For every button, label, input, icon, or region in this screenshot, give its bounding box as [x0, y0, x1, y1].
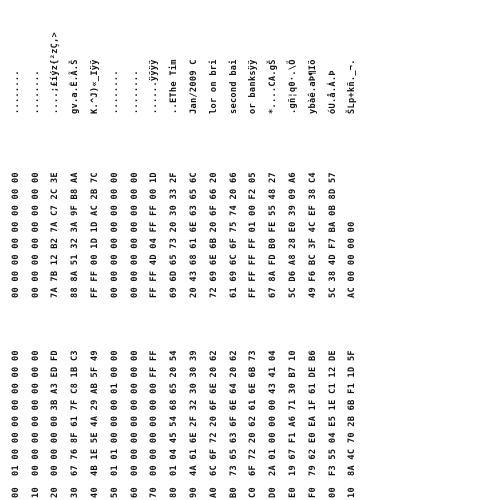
offset-cell: 10 [30, 487, 41, 498]
hex-row[interactable] [85, 2, 105, 498]
hex-bytes-group-a: 00 00 00 00 00 00 00 00 [30, 350, 41, 476]
hex-bytes-group-a: 01 04 45 54 68 65 20 54 [169, 350, 180, 476]
hex-bytes-group-a: 01 01 00 00 00 01 00 00 [109, 350, 120, 476]
offset-cell: C0 [248, 487, 259, 498]
hex-bytes-group-a: F3 55 04 E5 1E C1 12 DE [327, 350, 338, 476]
hex-row[interactable] [46, 2, 66, 498]
hex-bytes-group-a: 01 00 00 00 00 00 00 00 [10, 350, 21, 476]
ascii-preview: Jan/2009 C [189, 59, 200, 114]
offset-cell: 80 [169, 487, 180, 498]
hex-bytes-group-b: 00 00 00 00 00 00 00 00 [109, 172, 120, 298]
ascii-preview: ....;£íýz{²zÇ,> [50, 31, 61, 114]
ascii-preview: ........ [129, 70, 140, 114]
offset-cell: B0 [228, 487, 239, 498]
hex-bytes-group-b: 5C D6 A8 28 E0 39 09 A6 [288, 172, 299, 298]
offset-cell: A0 [208, 487, 219, 498]
hex-row[interactable] [105, 2, 125, 498]
hex-bytes-group-b: 61 69 6C 6F 75 74 20 66 [228, 172, 239, 298]
hex-bytes-group-b: 67 8A FD B0 FE 55 48 27 [268, 172, 279, 298]
hex-row[interactable] [164, 2, 184, 498]
hex-bytes-group-b: 00 00 00 00 00 00 00 00 [10, 172, 21, 298]
hex-bytes-group-b: 00 00 00 00 00 00 00 00 [129, 172, 140, 298]
offset-cell: F0 [307, 487, 318, 498]
hex-bytes-group-b: 69 6D 65 73 20 30 33 2F [169, 172, 180, 298]
hex-bytes-group-b: 88 8A 51 32 3A 9F B8 AA [70, 172, 81, 298]
hex-bytes-group-b: 20 43 68 61 6E 63 65 6C [189, 172, 200, 298]
offset-cell: 90 [189, 487, 200, 498]
hex-row[interactable] [224, 2, 244, 498]
ascii-preview: óU.å.Á.Þ [327, 70, 338, 114]
hex-row[interactable] [26, 2, 46, 498]
hex-bytes-group-a: 00 00 00 00 00 00 FF FF [149, 350, 160, 476]
hex-bytes-group-b: FF FF 4D 04 FF FF 00 1D [149, 172, 160, 298]
hex-row[interactable] [204, 2, 224, 498]
hex-bytes-group-a: 8A 4C 70 2B 6B F1 1D 5F [347, 350, 358, 476]
hex-row[interactable] [244, 2, 264, 498]
offset-cell: 60 [129, 487, 140, 498]
hex-bytes-group-b: 7A 7B 12 B2 7A C7 2C 3E [50, 172, 61, 298]
ascii-preview: second bai [228, 59, 239, 114]
hex-bytes-group-a: 2A 01 00 00 00 43 41 04 [268, 350, 279, 476]
hex-bytes-group-b: FF FF 00 1D 1D AC 2B 7C [90, 172, 101, 298]
ascii-preview: lor on bri [208, 59, 219, 114]
hex-bytes-group-a: 73 65 63 6F 6E 64 20 62 [228, 350, 239, 476]
offset-cell: 70 [149, 487, 160, 498]
ascii-preview: ........ [109, 70, 120, 114]
offset-cell: E0 [288, 487, 299, 498]
hex-bytes-group-b: 00 00 00 00 00 00 00 00 [30, 172, 41, 298]
hex-bytes-group-b: FF FF FF FF 01 00 F2 05 [248, 172, 259, 298]
hex-row[interactable] [145, 2, 165, 498]
offset-cell: 30 [70, 487, 81, 498]
hex-bytes-group-a: 19 67 F1 A6 71 30 B7 10 [288, 350, 299, 476]
hex-row[interactable] [283, 2, 303, 498]
ascii-preview: gv.a.È.Ã.Š [70, 59, 81, 114]
offset-cell: 00 [327, 487, 338, 498]
hex-row[interactable] [343, 2, 363, 498]
hex-row[interactable] [323, 2, 343, 498]
hex-row[interactable] [65, 2, 85, 498]
hex-row[interactable] [303, 2, 323, 498]
ascii-preview: *....CA.gŠ [268, 59, 279, 114]
hex-bytes-group-a: 6F 72 20 62 61 6E 6B 73 [248, 350, 259, 476]
hex-bytes-group-a: 67 76 8F 61 7F C8 1B C3 [70, 350, 81, 476]
hex-bytes-group-b: 49 F6 BC 3F 4C EF 38 C4 [307, 172, 318, 298]
hex-row[interactable] [263, 2, 283, 498]
ascii-preview: or banksÿÿ [248, 59, 259, 114]
hex-bytes-group-b: 72 69 6E 6B 20 6F 66 20 [208, 172, 219, 298]
hex-dump-table [6, 2, 362, 498]
offset-cell: 00 [10, 487, 21, 498]
ascii-preview: ......ÿÿÿÿ [149, 59, 160, 114]
hex-bytes-group-a: 00 00 00 00 00 00 00 00 [129, 350, 140, 476]
hex-bytes-group-b: 5C 38 4D F7 BA 0B 8D 57 [327, 172, 338, 298]
hex-bytes-group-a: 6C 6F 72 20 6F 6E 20 62 [208, 350, 219, 476]
hex-bytes-group-a: 4A 61 6E 2F 32 30 30 39 [189, 350, 200, 476]
hex-bytes-group-b: AC 00 00 00 00 [347, 221, 358, 298]
offset-cell: 50 [109, 487, 120, 498]
offset-cell: 10 [347, 487, 358, 498]
hex-row[interactable] [125, 2, 145, 498]
ascii-preview: ........ [10, 70, 21, 114]
ascii-preview: .gñ¦q0·.\Ö [288, 59, 299, 114]
hex-bytes-group-a: 79 62 E0 EA 1F 61 DE B6 [307, 350, 318, 476]
hex-bytes-group-a: 00 00 00 00 3B A3 ED FD [50, 350, 61, 476]
offset-cell: 20 [50, 487, 61, 498]
ascii-preview: ŠLp+kñ._¬. [347, 59, 358, 114]
offset-cell: 40 [90, 487, 101, 498]
hex-row[interactable] [6, 2, 26, 498]
offset-cell: D0 [268, 487, 279, 498]
hex-bytes-group-a: 4B 1E 5E 4A 29 AB 5F 49 [90, 350, 101, 476]
hex-row[interactable] [184, 2, 204, 498]
ascii-preview: ybàê.aÞ¶Iö [307, 59, 318, 114]
ascii-preview: K.^J)«_Iÿÿ [90, 59, 101, 114]
ascii-preview: ..EThe Tim [169, 59, 180, 114]
ascii-preview: ........ [30, 70, 41, 114]
